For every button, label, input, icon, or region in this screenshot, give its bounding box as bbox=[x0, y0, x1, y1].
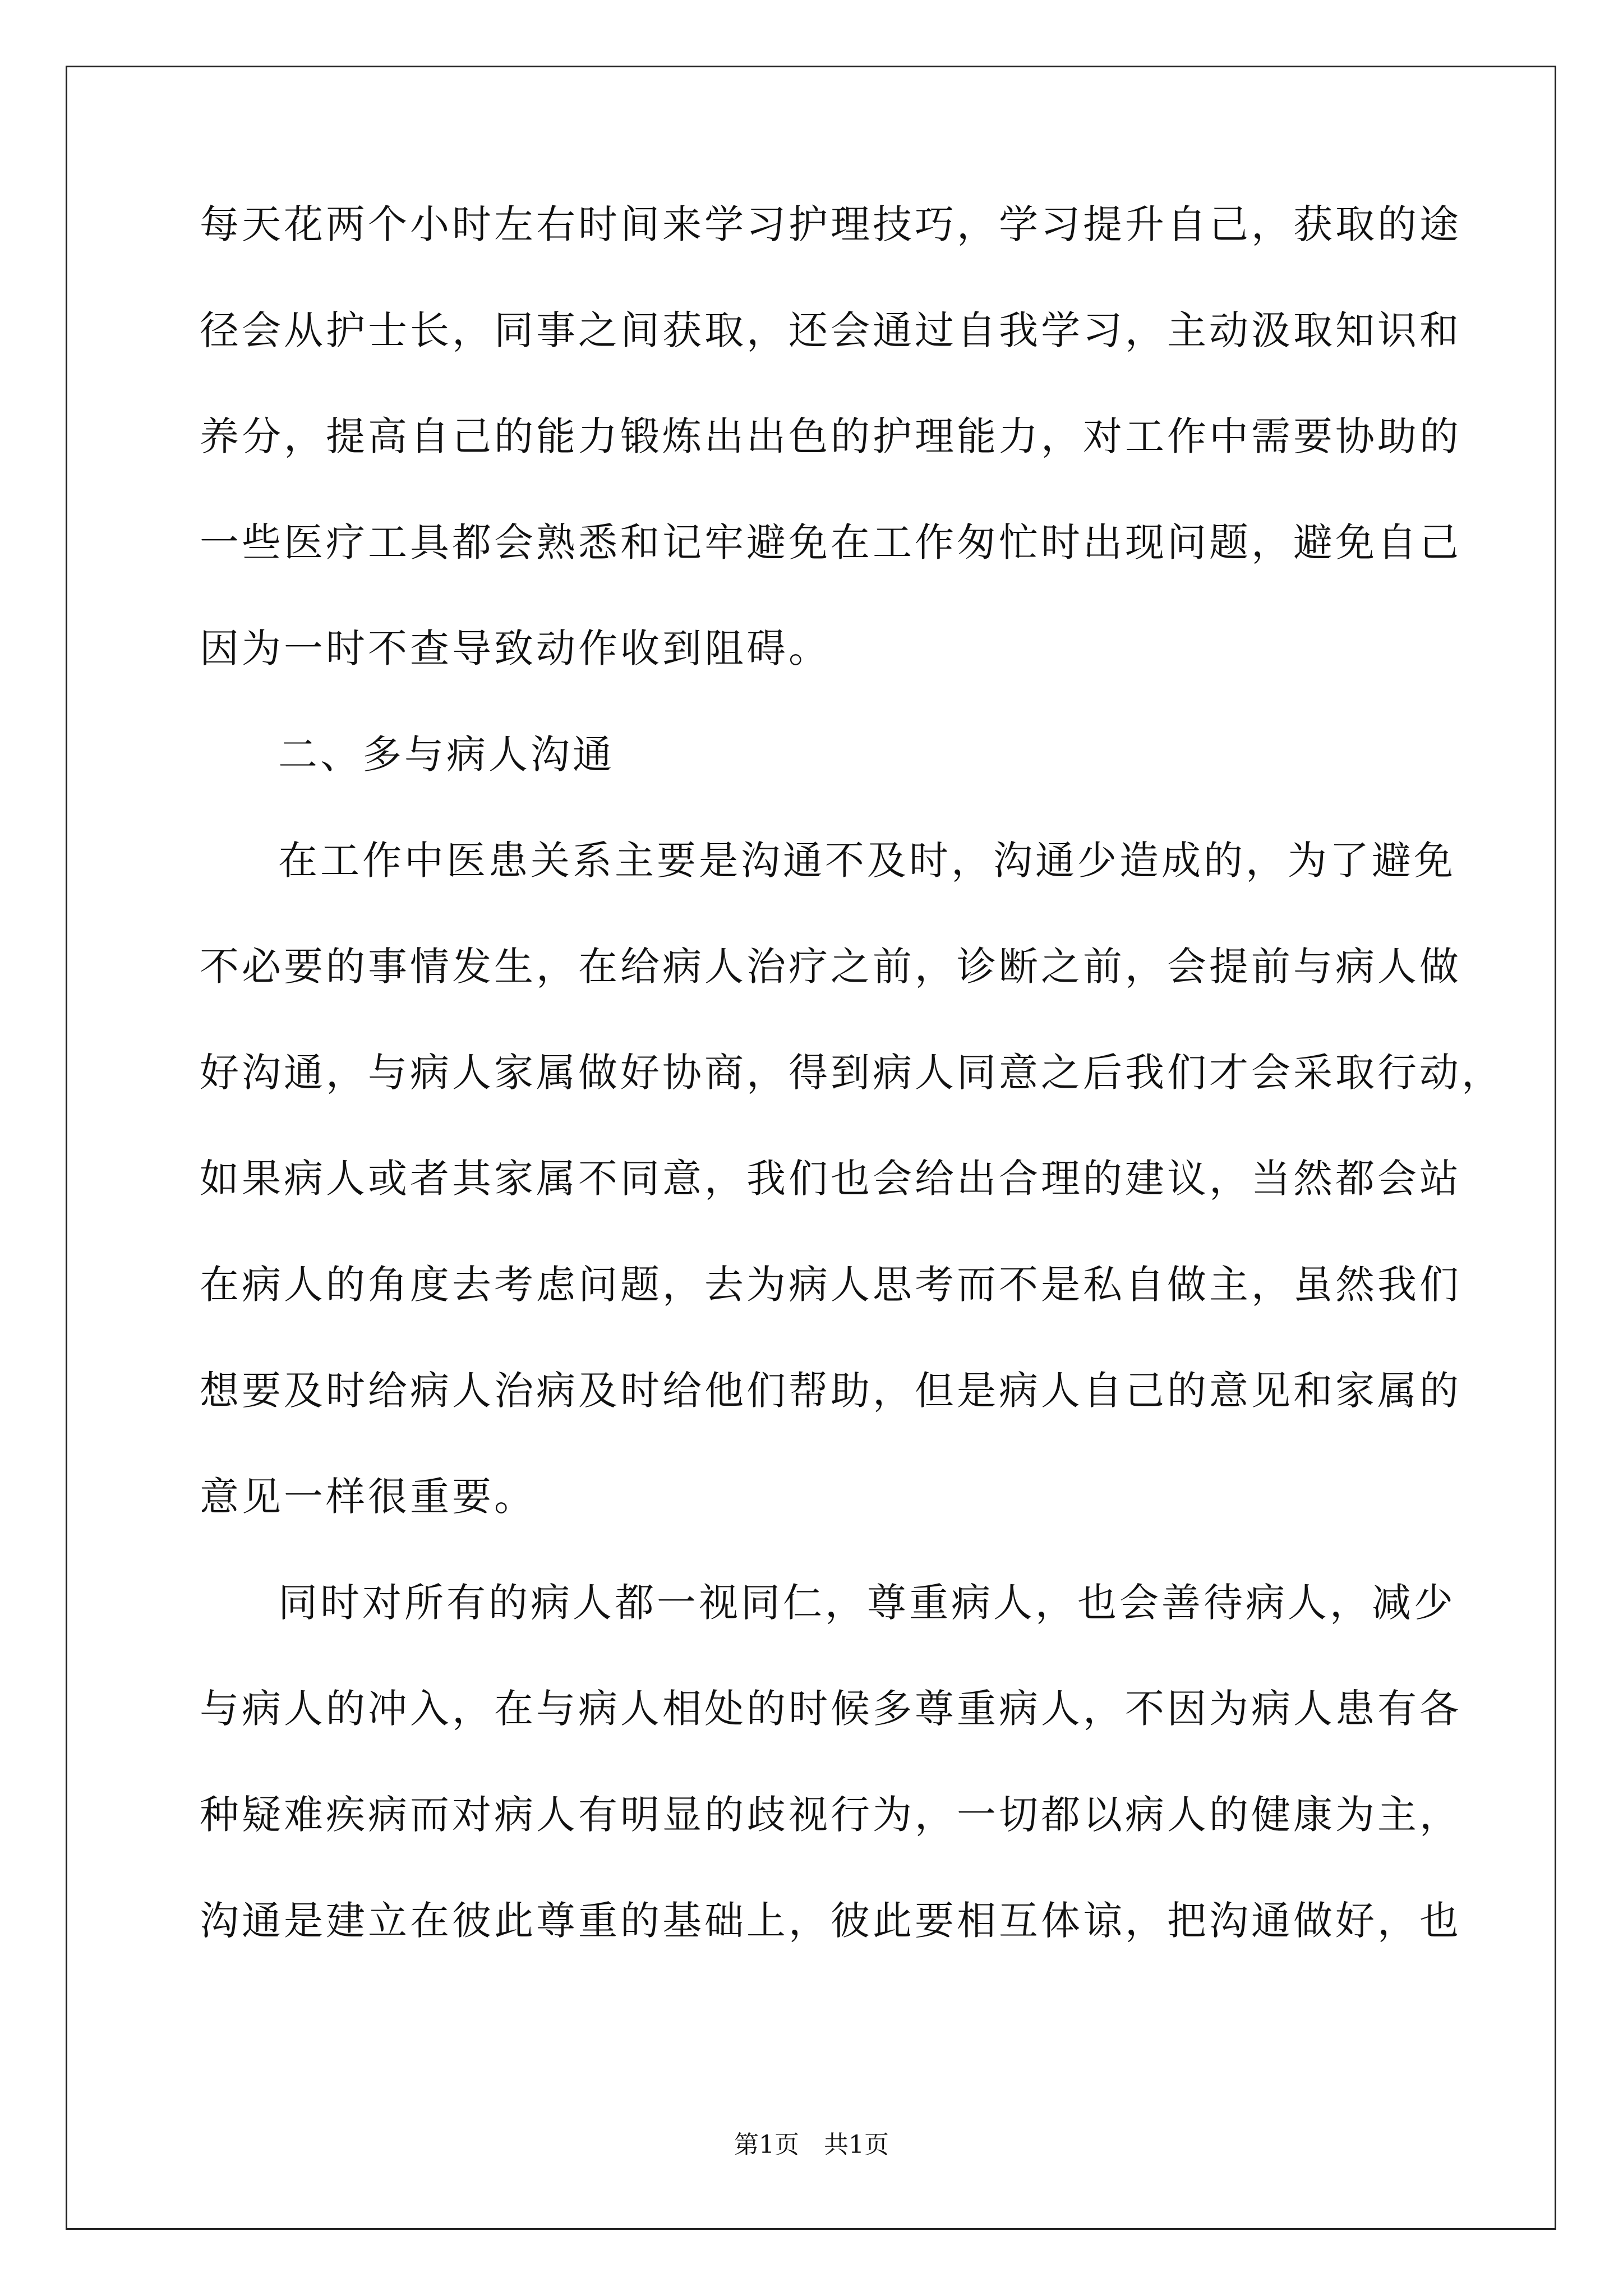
paragraph-first-line: 二、多与病人沟通 bbox=[278, 731, 615, 777]
page-footer: 第1页 共1页 bbox=[734, 2131, 889, 2159]
text-line: 与病人的冲入，在与病人相处的时候多尊重病人，不因为病人患有各 bbox=[200, 1686, 1461, 1732]
text-line: 因为一时不查导致动作收到阻碍。 bbox=[200, 625, 831, 671]
text-line: 养分，提高自己的能力锻炼出出色的护理能力，对工作中需要协助的 bbox=[200, 413, 1461, 459]
text-line: 每天花两个小时左右时间来学习护理技巧，学习提升自己，获取的途 bbox=[200, 201, 1461, 247]
text-line: 种疑难疾病而对病人有明显的歧视行为，一切都以病人的健康为主， bbox=[200, 1792, 1461, 1838]
text-line: 想要及时给病人治病及时给他们帮助，但是病人自己的意见和家属的 bbox=[200, 1368, 1461, 1414]
text-line: 沟通是建立在彼此尊重的基础上，彼此要相互体谅，把沟通做好，也 bbox=[200, 1898, 1461, 1944]
paragraph-first-line: 同时对所有的病人都一视同仁，尊重病人，也会善待病人，减少 bbox=[278, 1580, 1456, 1626]
text-line: 意见一样很重要。 bbox=[200, 1474, 536, 1520]
text-line: 径会从护士长，同事之间获取，还会通过自我学习，主动汲取知识和 bbox=[200, 307, 1461, 353]
text-line: 好沟通，与病人家属做好协商，得到病人同意之后我们才会采取行动， bbox=[200, 1050, 1504, 1096]
text-line: 一些医疗工具都会熟悉和记牢避免在工作匆忙时出现问题，避免自己 bbox=[200, 519, 1461, 565]
paragraph-first-line: 在工作中医患关系主要是沟通不及时，沟通少造成的，为了避免 bbox=[278, 838, 1456, 884]
text-line: 如果病人或者其家属不同意，我们也会给出合理的建议，当然都会站 bbox=[200, 1156, 1461, 1202]
text-line: 不必要的事情发生，在给病人治疗之前，诊断之前，会提前与病人做 bbox=[200, 944, 1461, 990]
text-line: 在病人的角度去考虑问题，去为病人思考而不是私自做主，虽然我们 bbox=[200, 1262, 1461, 1308]
